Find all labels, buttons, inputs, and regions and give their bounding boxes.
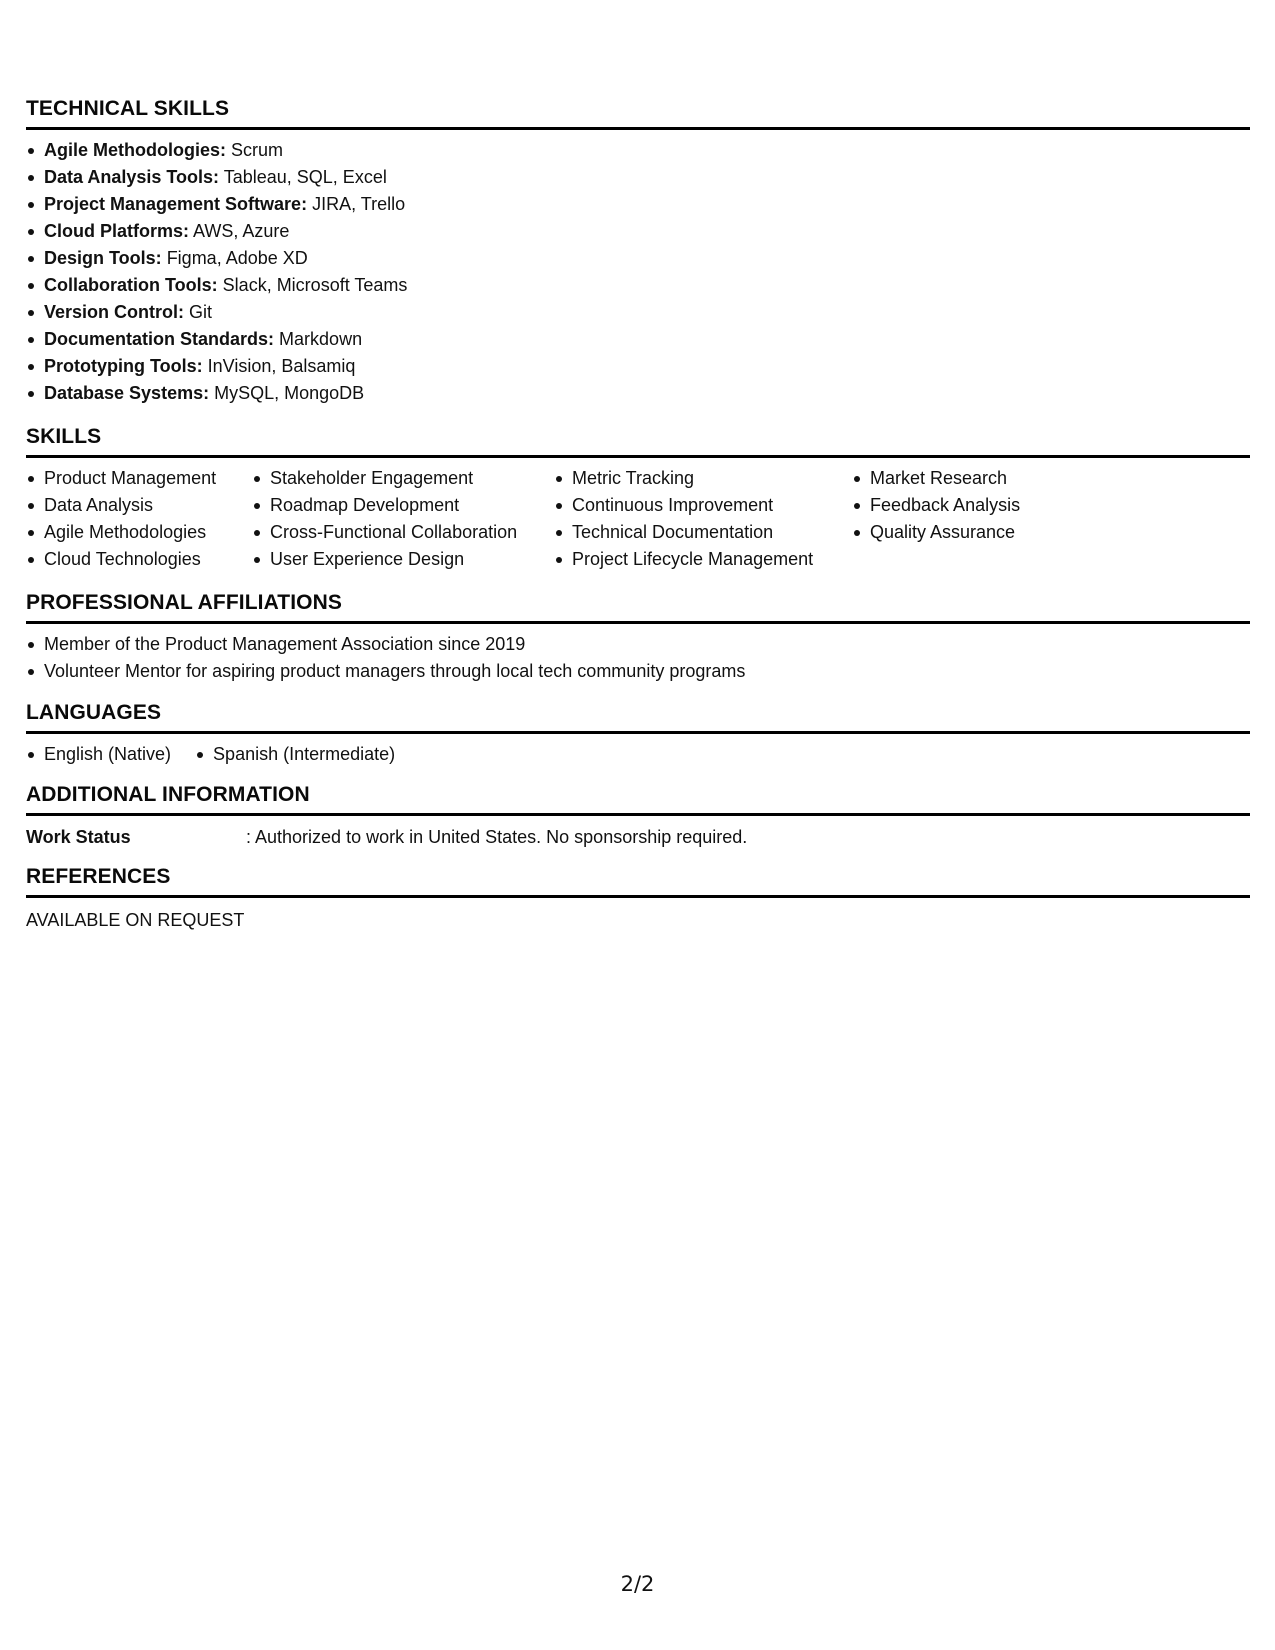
list-item <box>554 546 852 573</box>
skills-section <box>26 424 1250 573</box>
list-item <box>26 465 252 492</box>
work-status-label: Work Status <box>26 827 131 847</box>
bullet-icon <box>28 283 34 289</box>
list-item <box>852 492 1102 519</box>
list-item <box>852 465 1102 492</box>
list-item <box>26 519 252 546</box>
bullet-icon <box>28 752 34 758</box>
language-text: Spanish (Intermediate) <box>213 744 396 764</box>
section-heading: LANGUAGES <box>26 700 1250 734</box>
list-item <box>26 492 252 519</box>
list-item <box>195 741 395 768</box>
skill-text: Metric Tracking <box>572 468 695 488</box>
skill-value: Git <box>189 302 213 322</box>
bullet-icon <box>28 364 34 370</box>
additional-info-section <box>26 782 1250 849</box>
skill-text: Data Analysis <box>44 495 154 515</box>
list-item <box>252 492 554 519</box>
bullet-icon <box>28 642 34 648</box>
skill-text: User Experience Design <box>270 549 465 569</box>
section-heading: REFERENCES <box>26 864 1250 898</box>
affiliations-list <box>26 631 1250 685</box>
section-heading: TECHNICAL SKILLS <box>26 96 1250 130</box>
list-item <box>26 272 1250 299</box>
skill-label: Agile Methodologies: <box>44 140 226 160</box>
list-item <box>252 465 554 492</box>
bullet-icon <box>254 530 260 536</box>
list-item <box>26 299 1250 326</box>
skill-value: Slack, Microsoft Teams <box>222 275 408 295</box>
list-item <box>26 164 1250 191</box>
skill-label: Documentation Standards: <box>44 329 275 349</box>
skills-grid <box>26 465 1250 573</box>
bullet-icon <box>556 503 562 509</box>
skill-label: Cloud Platforms: <box>44 221 190 241</box>
bullet-icon <box>28 557 34 563</box>
list-item <box>26 380 1250 407</box>
list-item <box>26 658 1250 685</box>
list-item <box>252 519 554 546</box>
bullet-icon <box>556 530 562 536</box>
list-item <box>26 546 252 573</box>
languages-row <box>26 741 1250 768</box>
affiliation-text: Member of the Product Management Association since 2019 <box>44 634 526 654</box>
affiliations-section <box>26 590 1250 685</box>
bullet-icon <box>28 476 34 482</box>
skill-text: Market Research <box>870 468 1008 488</box>
list-item <box>26 218 1250 245</box>
skill-label: Database Systems: <box>44 383 210 403</box>
bullet-icon <box>556 557 562 563</box>
skill-label: Collaboration Tools: <box>44 275 218 295</box>
list-item <box>26 631 1250 658</box>
references-text: AVAILABLE ON REQUEST <box>26 910 245 930</box>
skill-text: Continuous Improvement <box>572 495 774 515</box>
skill-value: Figma, Adobe XD <box>166 248 308 268</box>
bullet-icon <box>854 530 860 536</box>
languages-section <box>26 700 1250 768</box>
technical-skills-list <box>26 137 1250 407</box>
list-item <box>26 353 1250 380</box>
skill-text: Cloud Technologies <box>44 549 201 569</box>
page-number: 2/2 <box>620 1572 655 1596</box>
skill-text: Agile Methodologies <box>44 522 207 542</box>
skills-column <box>554 465 852 573</box>
skill-text: Technical Documentation <box>572 522 774 542</box>
bullet-icon <box>254 503 260 509</box>
skill-value: Scrum <box>231 140 284 160</box>
skill-value: MySQL, MongoDB <box>214 383 365 403</box>
list-item <box>554 465 852 492</box>
skill-label: Data Analysis Tools: <box>44 167 220 187</box>
bullet-icon <box>28 669 34 675</box>
skill-text: Product Management <box>44 468 217 488</box>
list-item <box>26 741 171 768</box>
skills-column <box>26 465 252 573</box>
list-item <box>852 519 1102 546</box>
skill-label: Prototyping Tools: <box>44 356 203 376</box>
bullet-icon <box>854 476 860 482</box>
skill-text: Cross-Functional Collaboration <box>270 522 518 542</box>
bullet-icon <box>28 530 34 536</box>
skill-value: Tableau, SQL, Excel <box>223 167 387 187</box>
skill-value: InVision, Balsamiq <box>207 356 356 376</box>
bullet-icon <box>197 752 203 758</box>
references-section <box>26 864 1250 932</box>
skill-label: Design Tools: <box>44 248 162 268</box>
bullet-icon <box>28 310 34 316</box>
section-heading: PROFESSIONAL AFFILIATIONS <box>26 590 1250 624</box>
skill-label: Project Management Software: <box>44 194 308 214</box>
bullet-icon <box>556 476 562 482</box>
bullet-icon <box>28 175 34 181</box>
bullet-icon <box>854 503 860 509</box>
skill-text: Stakeholder Engagement <box>270 468 474 488</box>
skills-column <box>852 465 1102 573</box>
work-status-row <box>26 825 1250 849</box>
language-list <box>26 741 171 768</box>
bullet-icon <box>28 337 34 343</box>
skill-value: JIRA, Trello <box>312 194 406 214</box>
list-item <box>26 137 1250 164</box>
bullet-icon <box>28 391 34 397</box>
skill-text: Project Lifecycle Management <box>572 549 814 569</box>
list-item <box>554 519 852 546</box>
language-text: English (Native) <box>44 744 172 764</box>
skill-text: Roadmap Development <box>270 495 460 515</box>
skill-value: AWS, Azure <box>193 221 290 241</box>
skill-text: Feedback Analysis <box>870 495 1021 515</box>
bullet-icon <box>28 229 34 235</box>
bullet-icon <box>28 503 34 509</box>
language-list <box>195 741 395 768</box>
list-item <box>554 492 852 519</box>
list-item <box>26 245 1250 272</box>
list-item <box>26 191 1250 218</box>
section-heading: ADDITIONAL INFORMATION <box>26 782 1250 816</box>
skill-value: Markdown <box>279 329 363 349</box>
bullet-icon <box>28 148 34 154</box>
list-item <box>252 546 554 573</box>
skills-column <box>252 465 554 573</box>
skill-text: Quality Assurance <box>870 522 1016 542</box>
bullet-icon <box>254 476 260 482</box>
list-item <box>26 326 1250 353</box>
technical-skills-section <box>26 96 1250 407</box>
skill-label: Version Control: <box>44 302 185 322</box>
affiliation-text: Volunteer Mentor for aspiring product managers through local tech community programs <box>44 661 746 681</box>
bullet-icon <box>254 557 260 563</box>
bullet-icon <box>28 256 34 262</box>
work-status-value: : Authorized to work in United States. No sponsorship required. <box>246 827 748 847</box>
section-heading: SKILLS <box>26 424 1250 458</box>
bullet-icon <box>28 202 34 208</box>
